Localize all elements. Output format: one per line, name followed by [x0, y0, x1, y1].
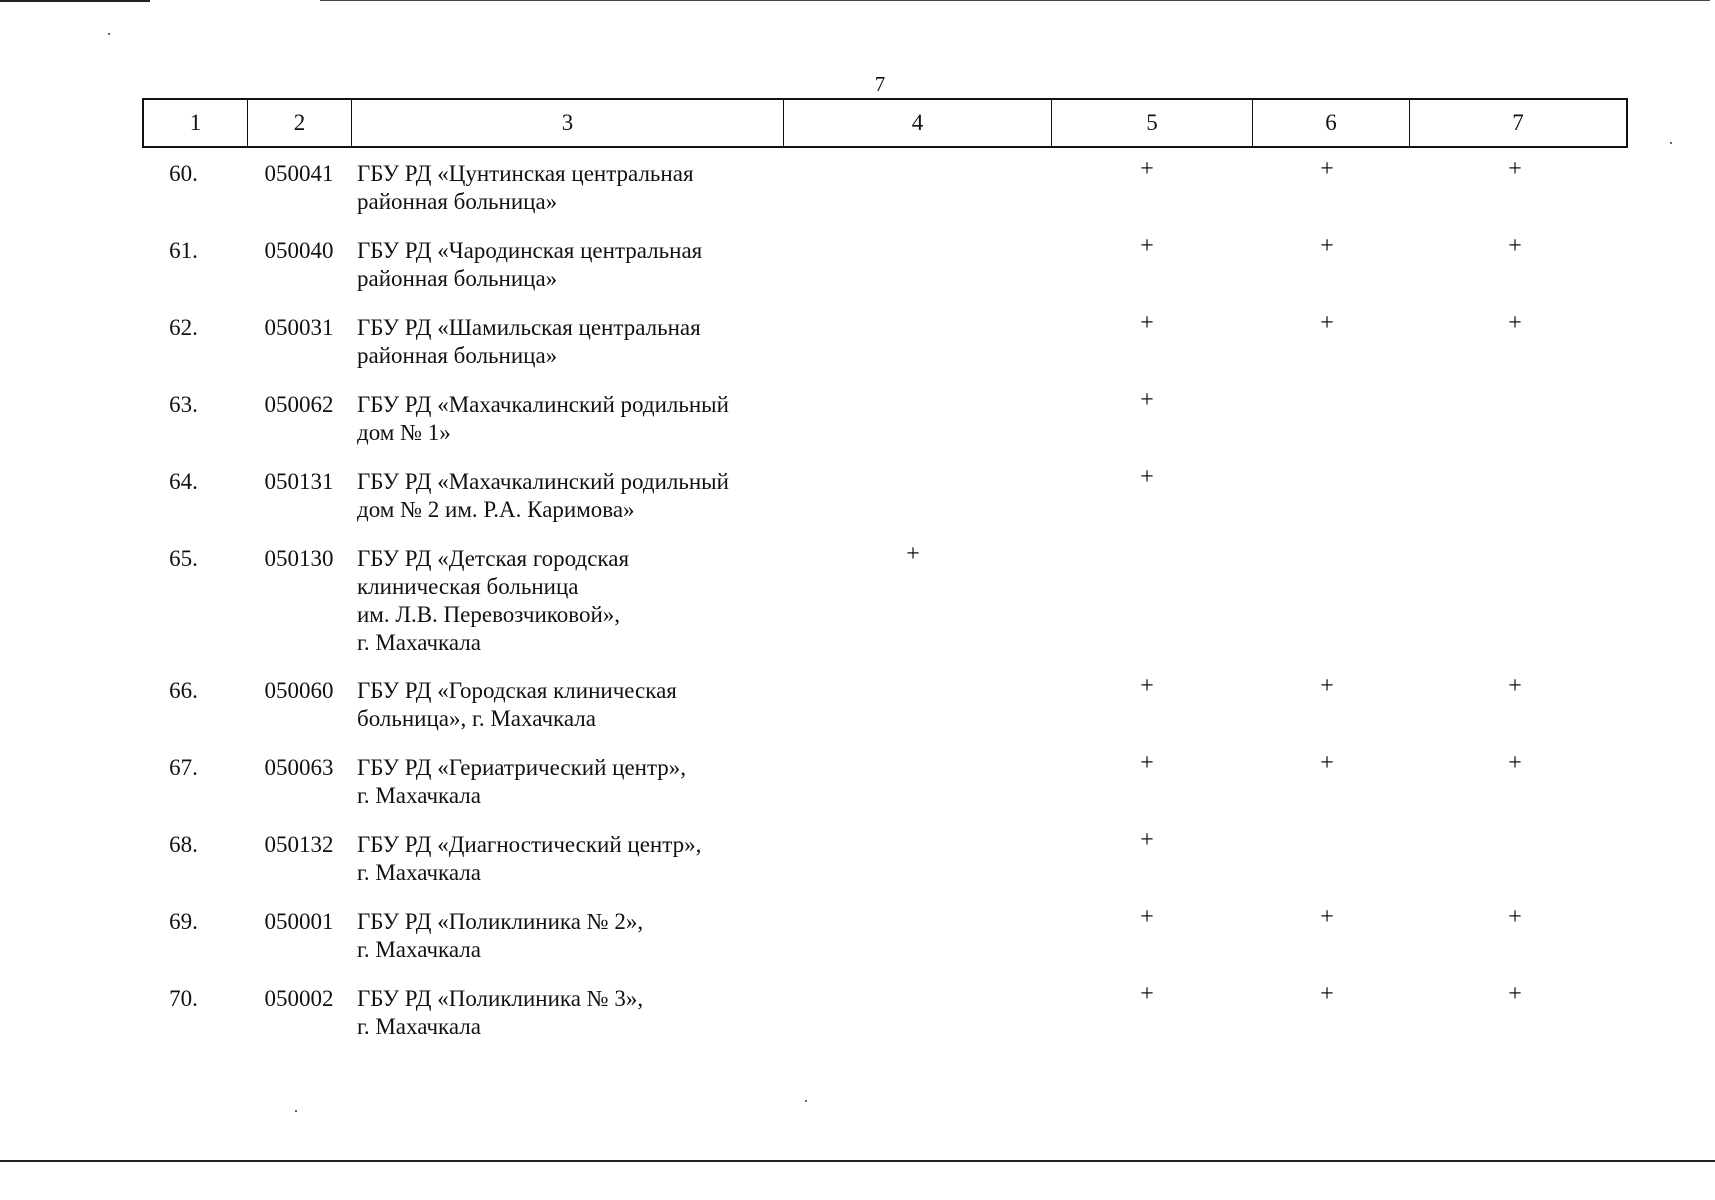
row-number: 68.	[169, 832, 198, 857]
institution-code: 050041	[264, 161, 334, 186]
header-col-6: 6	[1253, 100, 1410, 146]
table-row	[142, 981, 1628, 1041]
institution-name	[351, 160, 783, 216]
institution-name-line: ГБУ РД «Чародинская центральная	[357, 238, 703, 263]
institution-code: 050062	[264, 392, 334, 417]
mark-col6: +	[1320, 750, 1334, 776]
mark-col6: +	[1320, 310, 1334, 336]
mark-col6: +	[1320, 156, 1334, 182]
institution-code: 050131	[264, 469, 334, 494]
mark-col5: +	[1140, 904, 1154, 930]
mark-col5: +	[1140, 387, 1154, 413]
institution-name-line: ГБУ РД «Городская клиническая	[357, 678, 677, 703]
row-number: 63.	[169, 392, 198, 417]
institution-name	[351, 831, 783, 887]
institution-name-line: ГБУ РД «Махачкалинский родильный	[357, 469, 729, 494]
mark-col5: +	[1140, 673, 1154, 699]
row-number: 69.	[169, 909, 198, 934]
institution-name-line: ГБУ РД «Поликлиника № 2»,	[357, 909, 644, 934]
header-col-2: 2	[248, 100, 352, 146]
row-number: 65.	[169, 546, 198, 571]
mark-col5: +	[1140, 464, 1154, 490]
institution-name-line: г. Махачкала	[357, 783, 481, 808]
institution-code: 050063	[264, 755, 334, 780]
row-number: 67.	[169, 755, 198, 780]
table-row	[142, 464, 1628, 524]
institution-name-line: районная больница»	[357, 189, 558, 214]
mark-col5: +	[1140, 981, 1154, 1007]
scan-edge-top	[320, 0, 1710, 1]
mark-col5: +	[1140, 827, 1154, 853]
scan-edge-bottom	[0, 1160, 1715, 1162]
table-row	[142, 233, 1628, 293]
institution-name	[351, 754, 783, 810]
institution-name-line: ГБУ РД «Детская городская	[357, 546, 630, 571]
institution-name-line: ГБУ РД «Шамильская центральная	[357, 315, 701, 340]
row-number: 62.	[169, 315, 198, 340]
mark-col6: +	[1320, 233, 1334, 259]
institution-name-line: районная больница»	[357, 343, 558, 368]
institution-name	[351, 545, 783, 657]
table-row	[142, 904, 1628, 964]
institution-code: 050130	[264, 546, 334, 571]
institution-code: 050001	[264, 909, 334, 934]
scan-speck	[805, 1100, 807, 1102]
institution-code: 050132	[264, 832, 334, 857]
mark-col5: +	[1140, 310, 1154, 336]
header-col-7: 7	[1512, 110, 1524, 135]
mark-col5: +	[1140, 233, 1154, 259]
row-number: 64.	[169, 469, 198, 494]
institution-name-line: г. Махачкала	[357, 937, 481, 962]
institution-name	[351, 677, 783, 733]
header-col-3: 3	[352, 100, 784, 146]
mark-col7: +	[1508, 981, 1522, 1007]
header-col-4: 4	[784, 100, 1052, 146]
row-number: 70.	[169, 986, 198, 1011]
institution-name-line: им. Л.В. Перевозчиковой»,	[357, 602, 621, 627]
row-number: 66.	[169, 678, 198, 703]
scan-speck	[108, 33, 110, 35]
institution-name-line: клиническая больница	[357, 574, 579, 599]
table-row	[142, 750, 1628, 810]
institution-name-line: дом № 2 им. Р.А. Каримова»	[357, 497, 635, 522]
page-number: 7	[874, 72, 886, 96]
mark-col7: +	[1508, 233, 1522, 259]
row-number: 60.	[169, 161, 198, 186]
institution-name-line: ГБУ РД «Диагностический центр»,	[357, 832, 702, 857]
header-col-5: 5	[1052, 100, 1253, 146]
institution-name-line: районная больница»	[357, 266, 558, 291]
institution-name-line: г. Махачкала	[357, 630, 481, 655]
table-row	[142, 673, 1628, 733]
table-row	[142, 827, 1628, 887]
mark-col7: +	[1508, 750, 1522, 776]
institution-name-line: ГБУ РД «Гериатрический центр»,	[357, 755, 687, 780]
scan-speck	[295, 1110, 297, 1112]
mark-col6: +	[1320, 904, 1334, 930]
mark-col6: +	[1320, 673, 1334, 699]
institution-name-line: ГБУ РД «Цунтинская центральная	[357, 161, 694, 186]
institution-name-line: дом № 1»	[357, 420, 451, 445]
institution-code: 050031	[264, 315, 334, 340]
mark-col7: +	[1508, 904, 1522, 930]
mark-col7: +	[1508, 156, 1522, 182]
table-header-row	[142, 98, 1628, 148]
institution-code: 050060	[264, 678, 334, 703]
table-row	[142, 541, 1628, 657]
mark-col6: +	[1320, 981, 1334, 1007]
mark-col5: +	[1140, 750, 1154, 776]
mark-col7: +	[1508, 310, 1522, 336]
institution-name-line: г. Махачкала	[357, 1014, 481, 1039]
row-number: 61.	[169, 238, 198, 263]
institution-name-line: больница», г. Махачкала	[357, 706, 596, 731]
institution-name-line: ГБУ РД «Поликлиника № 3»,	[357, 986, 644, 1011]
header-col-1: 1	[144, 100, 248, 146]
mark-col7: +	[1508, 673, 1522, 699]
mark-col5: +	[1140, 156, 1154, 182]
table-row	[142, 387, 1628, 447]
institution-code: 050002	[264, 986, 334, 1011]
institution-name-line: г. Махачкала	[357, 860, 481, 885]
institution-name	[351, 237, 783, 293]
institution-name	[351, 468, 783, 524]
table-row	[142, 156, 1628, 216]
mark-col4: +	[906, 541, 920, 567]
institution-name-line: ГБУ РД «Махачкалинский родильный	[357, 392, 729, 417]
institution-name	[351, 391, 783, 447]
institution-name	[351, 314, 783, 370]
institution-code: 050040	[264, 238, 334, 263]
institution-name	[351, 985, 783, 1041]
institution-name	[351, 908, 783, 964]
scan-edge-top-left	[0, 0, 150, 2]
table-row	[142, 310, 1628, 370]
scan-speck	[1670, 142, 1672, 144]
